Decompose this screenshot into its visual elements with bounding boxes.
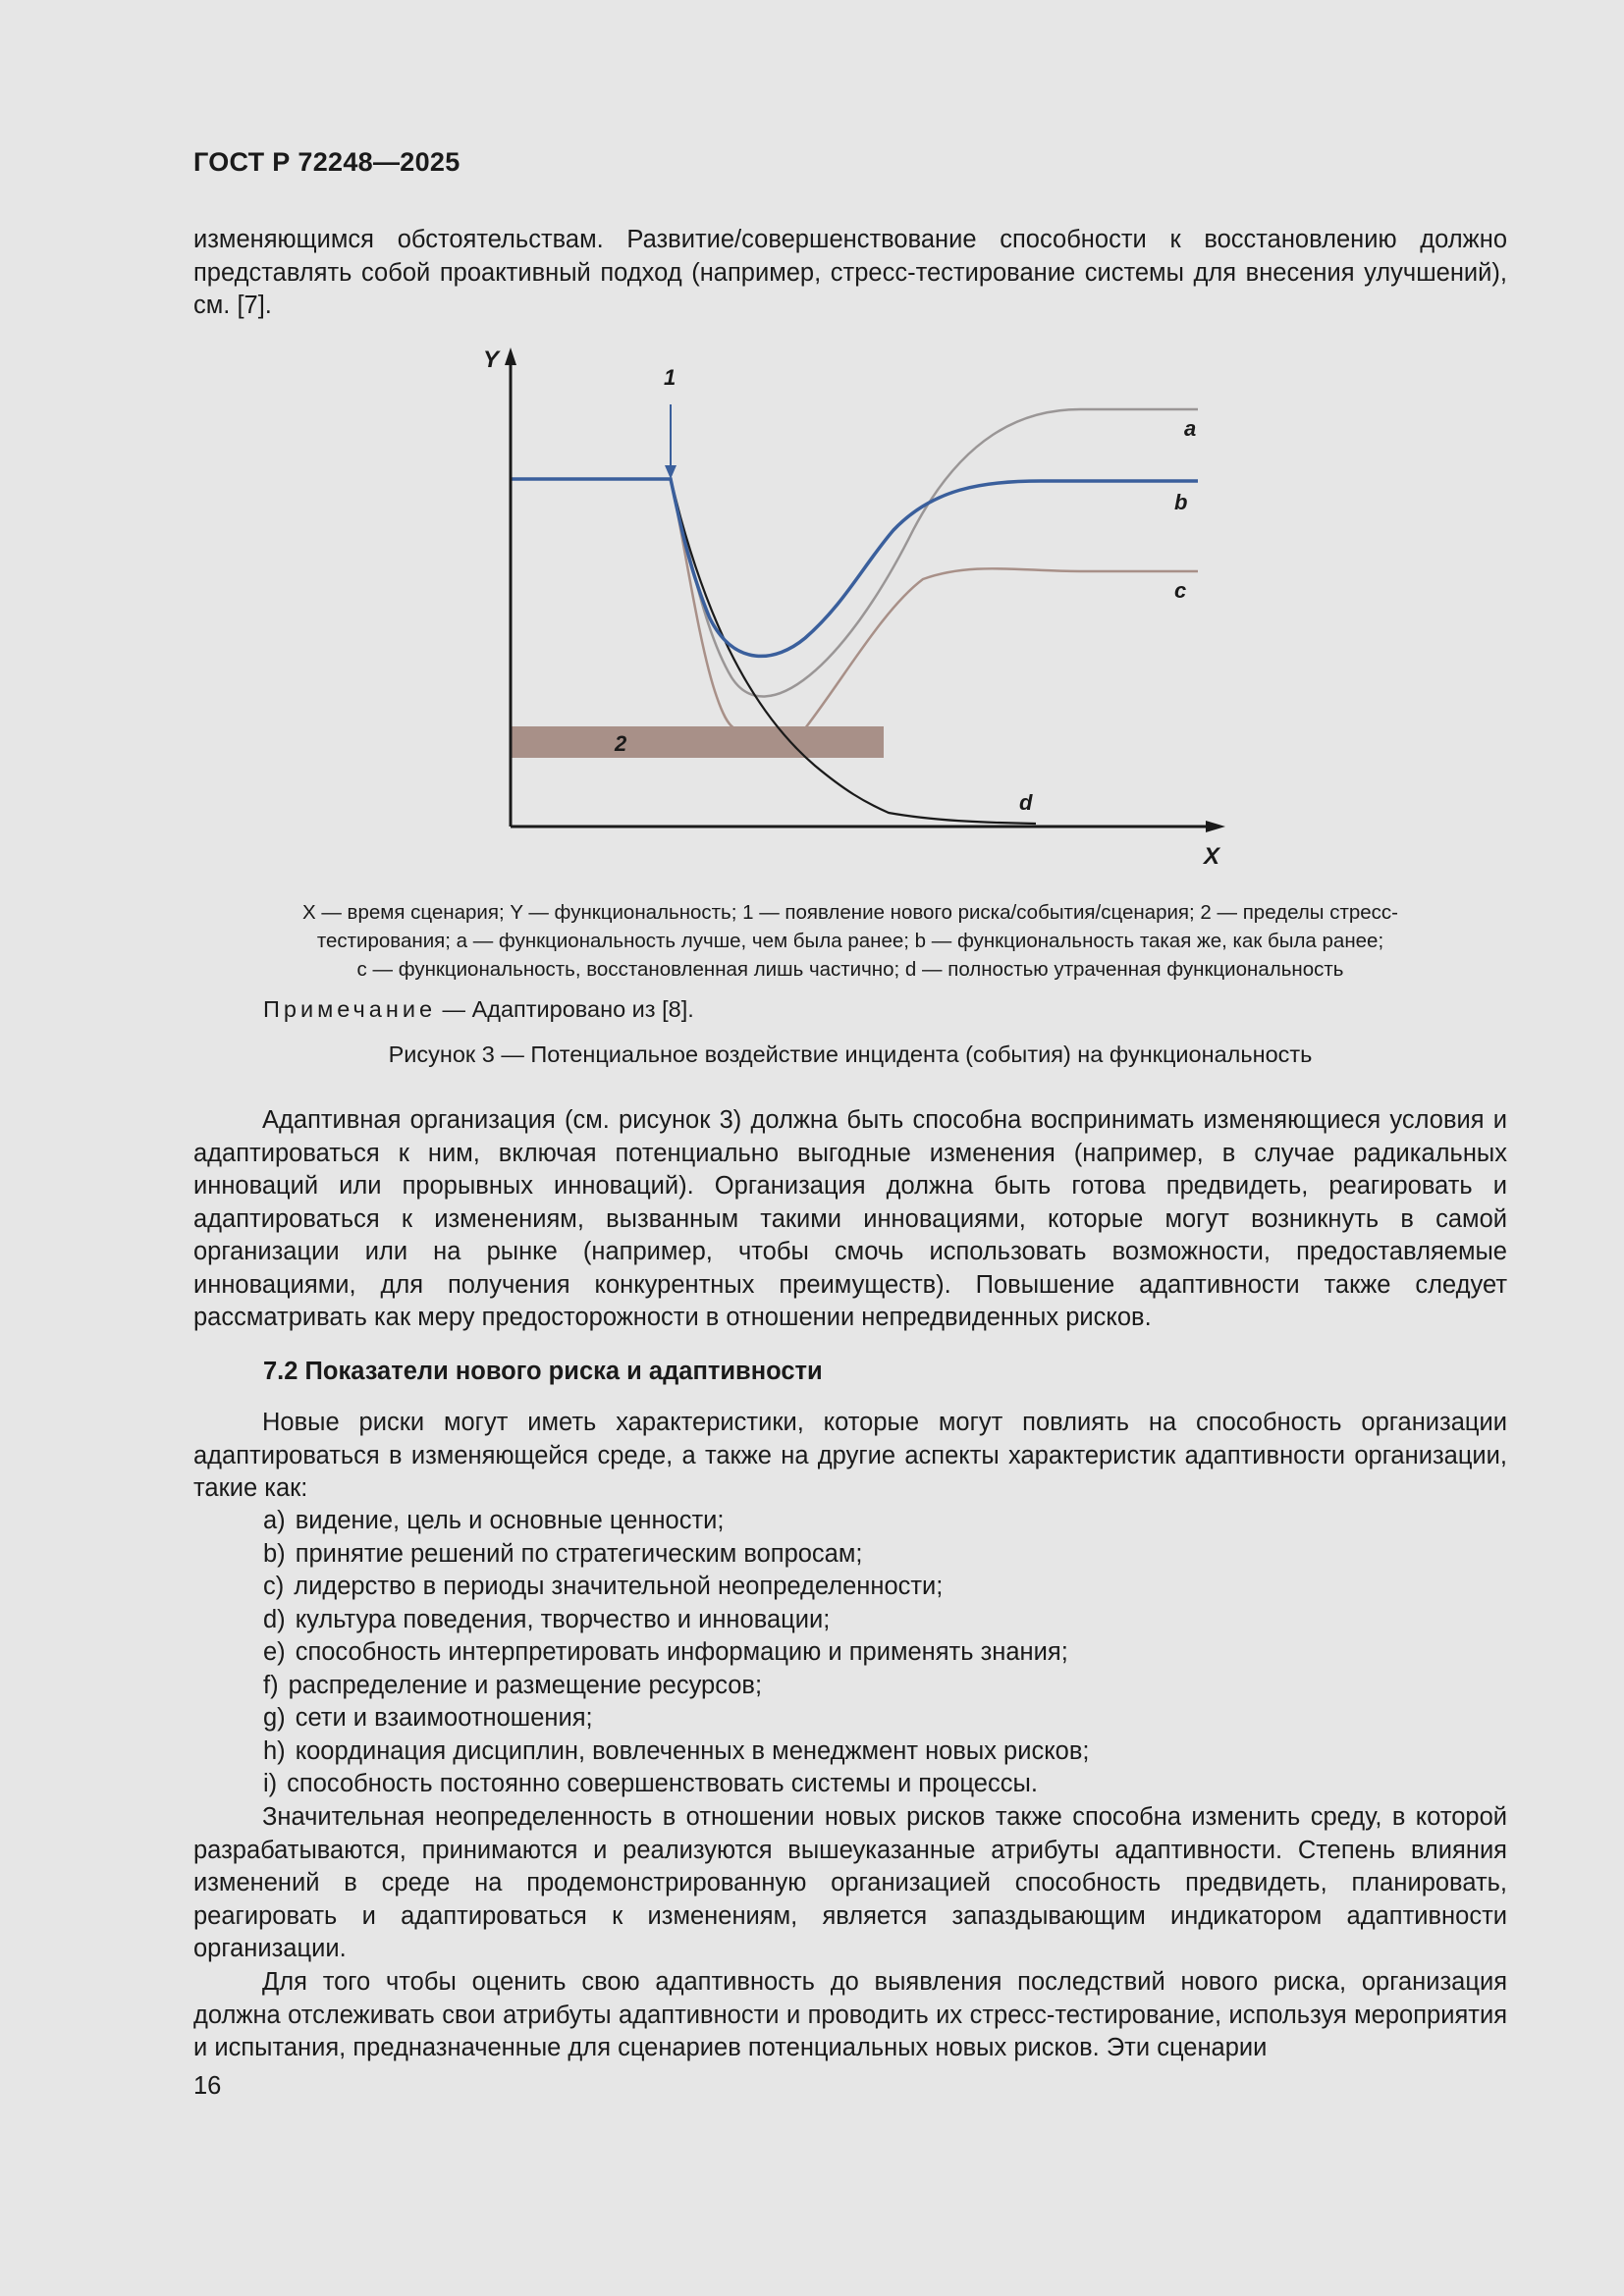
functionality-diagram [471, 344, 1247, 879]
figure-legend-line-1: X — время сценария; Y — функциональность; 1 — появление нового риска/события/сценария; 2 — пределы стресс-тестирования; a — функциональность лучше, чем была ранее; b — функциональность такая же, как была ранее; [301, 901, 1399, 952]
list-item-text: принятие решений по стратегическим вопросам; [295, 1539, 863, 1568]
list-item [263, 1604, 1090, 1637]
band-marker-label: 2 [615, 731, 627, 756]
uncertainty-paragraph: Значительная неопределенность в отношении новых рисков также способна изменить среду, в которой разрабатываются, принимаются и реализуются вышеуказанные атрибуты адаптивности. Степень влияния изменений в среде на продемонстрированную организацией способность предвидеть, планировать, реагировать и адаптироваться к изменениям, является запаздывающим индикатором адаптивности организации. [193, 1803, 1507, 1962]
list-item-marker: e) [263, 1638, 286, 1666]
list-item-text: лидерство в периоды значительной неопределенности; [294, 1573, 944, 1600]
adaptive-org-paragraph: Адаптивная организация (см. рисунок 3) должна быть способна воспринимать изменяющиеся условия и адаптироваться к ним, включая потенциально выгодные изменения (например, в случае радикальных инноваций или прорывных инноваций). Организация должна быть готова предвидеть, реагировать и адаптироваться к изменениям, вызванным такими инновациями, которые могут возникнуть в самой организации или на рынке (например, чтобы смочь использовать возможности, предоставляемые инновациями, для получения конкурентных преимуществ). Повышение адаптивности также следует рассматривать как меру предосторожности в отношении непредвиденных рисков. [193, 1106, 1507, 1331]
figure-3-diagram [471, 344, 1247, 879]
list-item-marker: h) [263, 1736, 286, 1765]
curve-b [511, 479, 1198, 656]
curve-d [671, 479, 1036, 824]
list-item-text: способность постоянно совершенствовать системы и процессы. [287, 1770, 1038, 1797]
list-item [263, 1768, 1090, 1801]
list-item-text: распределение и размещение ресурсов; [288, 1671, 763, 1699]
y-axis-label: Y [483, 347, 500, 373]
list-item [263, 1505, 1090, 1538]
figure-note [263, 996, 694, 1023]
y-axis-arrow [505, 347, 516, 365]
stress-test-band [511, 726, 884, 758]
curve-d-label: d [1019, 790, 1033, 815]
curve-a-label: a [1184, 416, 1197, 441]
note-text: — Адаптировано из [8]. [436, 996, 694, 1022]
figure-legend-line-2: c — функциональность, восстановленная лишь частично; d — полностью утраченная функциональность [356, 958, 1344, 981]
list-item [263, 1538, 1090, 1572]
section-intro-paragraph: Новые риски могут иметь характеристики, которые могут повлиять на способность организации адаптироваться в изменяющейся среде, а также на другие аспекты характеристик адаптивности организации, такие как: [193, 1409, 1507, 1502]
list-item [263, 1571, 1090, 1604]
intro-paragraph: изменяющимся обстоятельствам. Развитие/совершенствование способности к восстановлению должно представлять собой проактивный подход (например, стресс-тестирование системы для внесения улучшений), см. [7]. [193, 226, 1507, 319]
list-item-text: видение, цель и основные ценности; [295, 1507, 725, 1534]
curve-c-label: c [1174, 578, 1187, 603]
figure-legend [245, 898, 1455, 984]
list-item-text: культура поведения, творчество и инновации; [295, 1605, 831, 1633]
curve-b-label: b [1174, 490, 1188, 514]
list-item-marker: d) [263, 1605, 286, 1633]
list-item-marker: b) [263, 1539, 286, 1568]
figure-title: Рисунок 3 — Потенциальное воздействие инцидента (события) на функциональность [388, 1041, 1313, 1067]
list-item [263, 1670, 1090, 1703]
list-item [263, 1636, 1090, 1670]
section-heading: 7.2 Показатели нового риска и адаптивности [263, 1358, 823, 1385]
list-item-marker: i) [263, 1770, 278, 1797]
page-number: 16 [193, 2072, 222, 2100]
event-arrow-head [665, 465, 677, 479]
list-item [263, 1702, 1090, 1735]
x-axis-label: X [1204, 843, 1220, 870]
list-item-text: способность интерпретировать информацию и применять знания; [295, 1638, 1068, 1666]
list-item-marker: g) [263, 1704, 286, 1732]
adaptivity-attributes-list [263, 1505, 1090, 1801]
note-label: Примечание [263, 996, 437, 1022]
list-item [263, 1735, 1090, 1769]
document-header: ГОСТ Р 72248—2025 [193, 147, 460, 177]
list-item-marker: a) [263, 1507, 286, 1534]
x-axis-arrow [1206, 821, 1225, 832]
list-item-marker: c) [263, 1573, 285, 1600]
list-item-marker: f) [263, 1671, 279, 1699]
list-item-text: координация дисциплин, вовлеченных в менеджмент новых рисков; [295, 1736, 1090, 1765]
event-marker-label: 1 [664, 365, 677, 390]
assessment-paragraph: Для того чтобы оценить свою адаптивность до выявления последствий нового риска, организация должна отслеживать свои атрибуты адаптивности и проводить их стресс-тестирование, используя мероприятия и испытания, предназначенные для сценариев потенциальных новых рисков. Эти сценарии [193, 1968, 1507, 2061]
list-item-text: сети и взаимоотношения; [295, 1704, 593, 1732]
